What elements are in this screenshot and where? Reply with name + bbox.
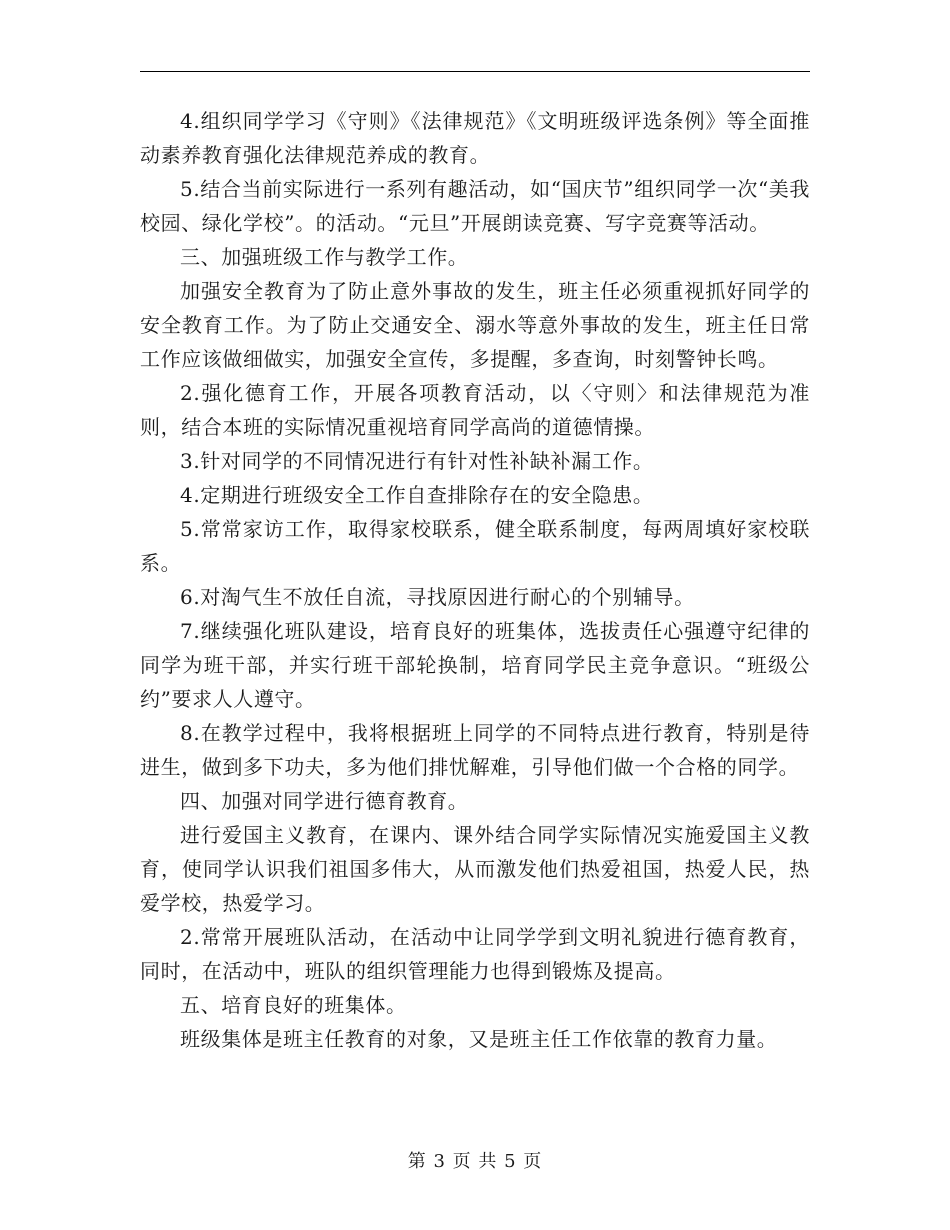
paragraph: 7.继续强化班队建设，培育良好的班集体，选拔责任心强遵守纪律的同学为班干部，并实行班干部轮换制，培育同学民主竞争意识。“班级公约”要求人人遵守。	[140, 619, 810, 711]
header-rule	[140, 71, 810, 72]
paragraph: 2.常常开展班队活动，在活动中让同学学到文明礼貌进行德育教育，同时，在活动中，班队的组织管理能力也得到锻炼及提高。	[140, 925, 810, 983]
paragraph: 3.针对同学的不同情况进行有针对性补缺补漏工作。	[180, 449, 654, 473]
section-heading: 三、加强班级工作与教学工作。	[180, 245, 469, 269]
section-heading: 五、培育良好的班集体。	[180, 993, 407, 1017]
paragraph: 6.对淘气生不放任自流，寻找原因进行耐心的个别辅导。	[180, 585, 695, 609]
document-body	[140, 104, 810, 1056]
paragraph: 8.在教学过程中，我将根据班上同学的不同特点进行教育，特别是待进生，做到多下功夫，多为他们排忧解难，引导他们做一个合格的同学。	[140, 721, 810, 779]
paragraph: 5.常常家访工作，取得家校联系，健全联系制度，每两周填好家校联系。	[140, 517, 810, 575]
paragraph: 4.定期进行班级安全工作自查排除存在的安全隐患。	[180, 483, 654, 507]
section-heading: 四、加强对同学进行德育教育。	[180, 789, 469, 813]
paragraph: 班级集体是班主任教育的对象，又是班主任工作依靠的教育力量。	[180, 1027, 778, 1051]
paragraph: 2.强化德育工作，开展各项教育活动，以〈守则〉和法律规范为准则，结合本班的实际情况重视培育同学高尚的道德情操。	[140, 381, 810, 439]
paragraph: 加强安全教育为了防止意外事故的发生，班主任必须重视抓好同学的安全教育工作。为了防止交通安全、溺水等意外事故的发生，班主任日常工作应该做细做实，加强安全宣传，多提醒，多查询，时刻警钟长鸣。	[140, 279, 810, 371]
paragraph: 进行爱国主义教育，在课内、课外结合同学实际情况实施爱国主义教育，使同学认识我们祖国多伟大，从而激发他们热爱祖国，热爱人民，热爱学校，热爱学习。	[140, 823, 810, 915]
paragraph: 4.组织同学学习《守则》《法律规范》《文明班级评选条例》等全面推动素养教育强化法律规范养成的教育。	[140, 109, 810, 167]
page-number-footer: 第 3 页 共 5 页	[407, 1151, 543, 1172]
paragraph: 5.结合当前实际进行一系列有趣活动，如“国庆节”组织同学一次“美我校园、绿化学校”。的活动。“元旦”开展朗读竞赛、写字竞赛等活动。	[140, 177, 810, 235]
